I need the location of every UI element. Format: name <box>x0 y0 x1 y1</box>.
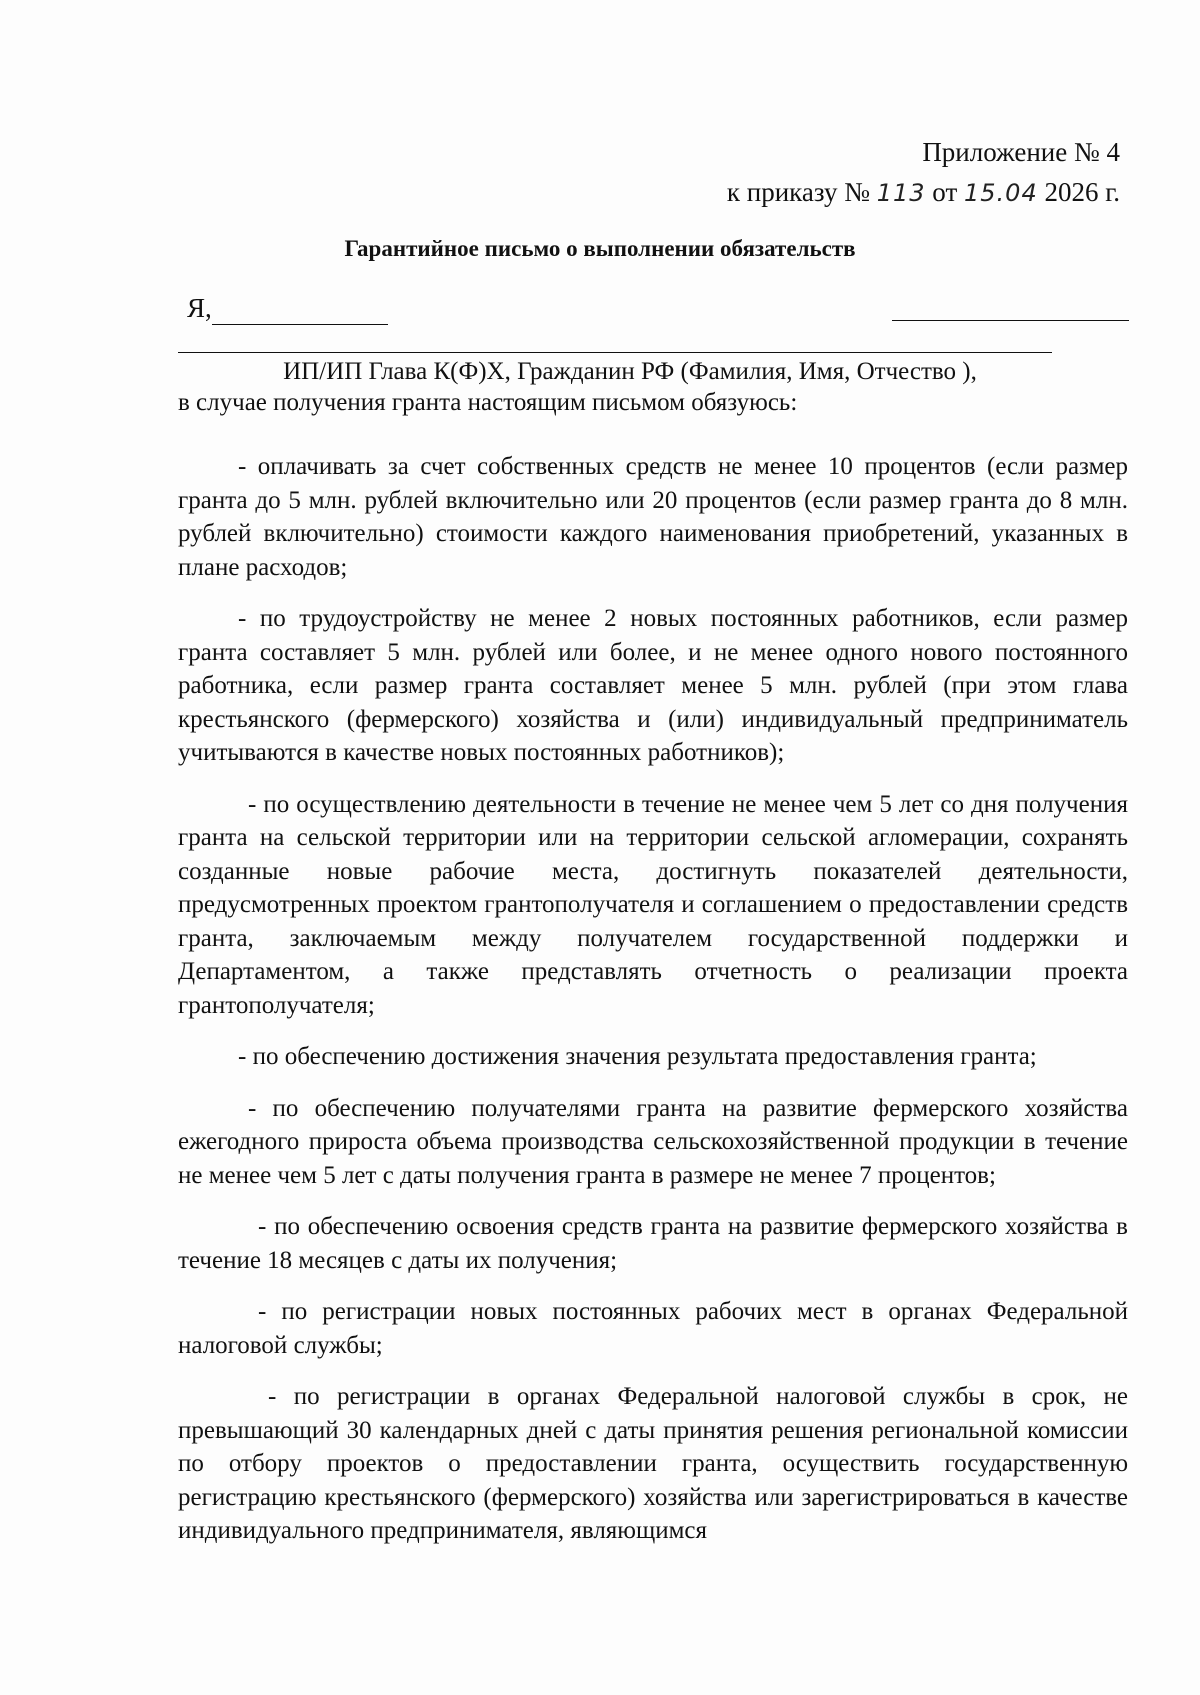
document-title: Гарантийное письмо о выполнении обязательств <box>344 236 856 261</box>
obligation-paragraph: - по обеспечению освоения средств гранта на развитие фермерского хозяйства в течение 18 месяцев с даты их получения; <box>178 1213 1128 1274</box>
order-number-handwritten: 113 <box>876 179 926 207</box>
obligation-paragraph: - оплачивать за счет собственных средств не менее 10 процентов (если размер гранта до 5 млн. рублей включительно или 20 процентов (если размер гранта до 8 млн. рублей включительно) стоимости каждого наименования приобретений, указанных в плане расходов; <box>178 453 1128 581</box>
intro-text: в случае получения гранта настоящим письмом обязуюсь: <box>178 389 798 416</box>
order-prefix: к приказу № <box>726 177 870 207</box>
obligation-paragraph: - по регистрации в органах Федеральной налоговой службы в срок, не превышающий 30 календарных дней с даты принятия решения региональной комиссии по отбору проектов о предоставлении гранта, осуществить государственную регистрацию крестьянского (фермерского) хозяйства или зарегистрироваться в качестве индивидуального предпринимателя, являющимся <box>178 1383 1128 1544</box>
obligation-paragraph: - по обеспечению достижения значения результата предоставления гранта; <box>238 1043 1037 1070</box>
order-date-handwritten: 15.04 <box>964 179 1038 207</box>
applicant-line <box>187 293 388 325</box>
obligation-paragraph: - по регистрации новых постоянных рабочих мест в органах Федеральной налоговой службы; <box>178 1298 1128 1359</box>
obligation-paragraph: - по обеспечению получателями гранта на развитие фермерского хозяйства ежегодного прироста объема производства сельскохозяйственной продукции в течение не менее чем 5 лет с даты получения гранта в размере не менее 7 процентов; <box>178 1094 1128 1189</box>
obligation-paragraph: - по трудоустройству не менее 2 новых постоянных работников, если размер гранта составляет 5 млн. рублей или более, и не менее одного нового постоянного работника, если размер гранта составляет менее 5 млн. рублей (при этом глава крестьянского (фермерского) хозяйства и (или) индивидуальный предприниматель учитываются в качестве новых постоянных работников); <box>178 605 1128 766</box>
order-year: 2026 г. <box>1044 177 1120 207</box>
applicant-blank-short <box>212 293 388 325</box>
order-from-label: от <box>932 177 958 207</box>
applicant-blank-full <box>178 352 1052 353</box>
appendix-number: Приложение № 4 <box>922 137 1120 167</box>
applicant-blank-right <box>892 320 1129 321</box>
appendix-header <box>727 132 1120 213</box>
applicant-label: Я, <box>187 293 212 323</box>
obligations-list <box>178 450 1128 1566</box>
obligation-paragraph: - по осуществлению деятельности в течение не менее чем 5 лет со дня получения гранта на сельской территории или на территории сельской агломерации, сохранять созданные новые рабочие места, достигнуть показателей деятельности, предусмотренных проектом грантополучателя и соглашением о предоставлении средств гранта, заключаемым между получателем государственной поддержки и Департаментом, а также представлять отчетность о реализации проекта грантополучателя; <box>178 790 1128 1019</box>
order-reference <box>727 172 1120 213</box>
applicant-caption: ИП/ИП Глава К(Ф)Х, Гражданин РФ (Фамилия, Имя, Отчество ), <box>283 358 977 385</box>
